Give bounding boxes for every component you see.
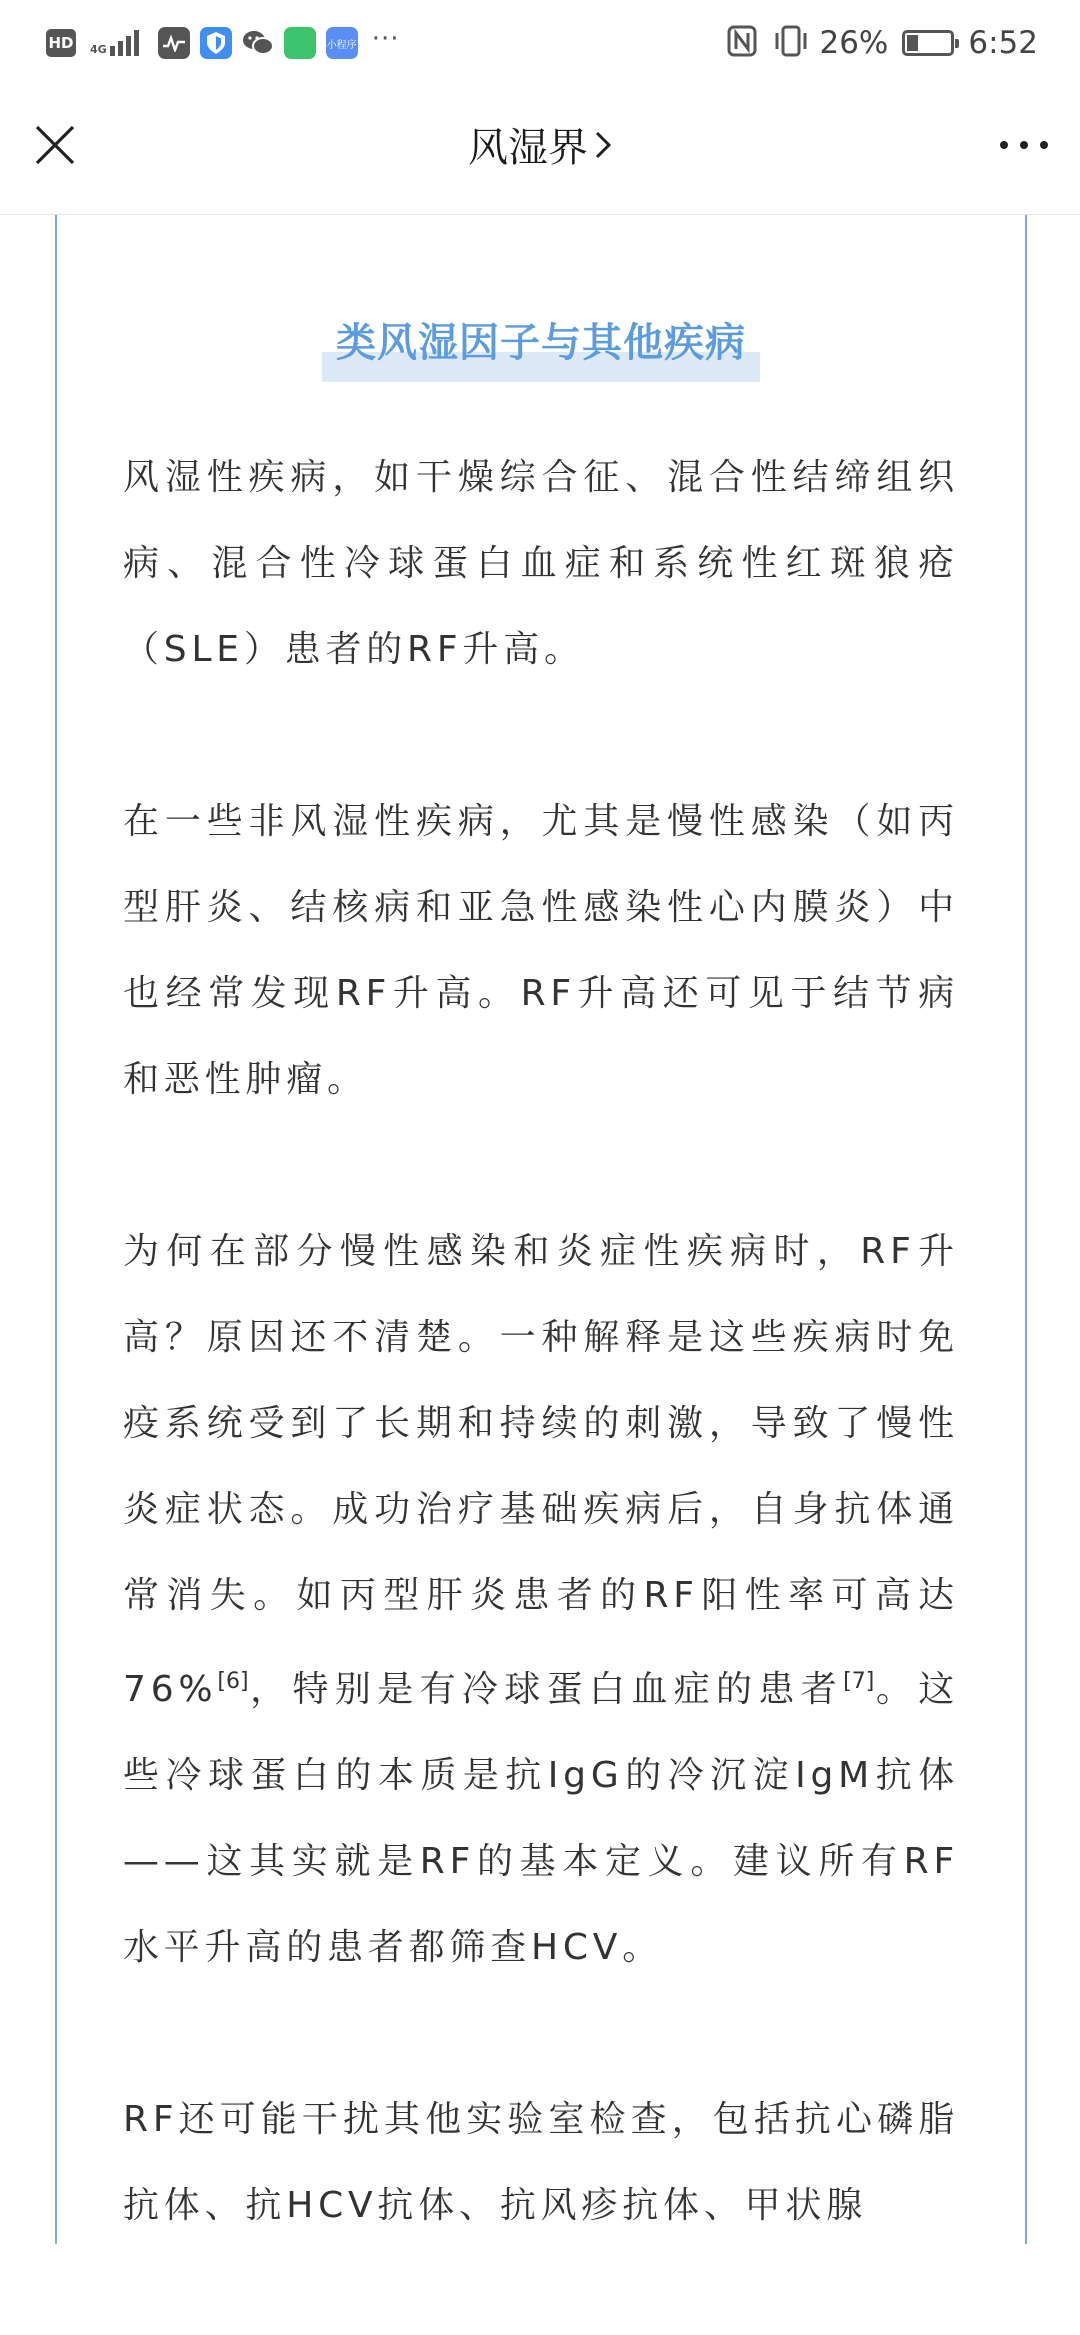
activity-app-icon xyxy=(158,27,190,59)
paragraph-3-part-a: 为何在部分慢性感染和炎症性疾病时，RF升高？原因还不清楚。一种解释是这些疾病时免疫系统受到了长期和持续的刺激，导致了慢性炎症状态。成功治疗基础疾病后，自身抗体通常消失。如丙型肝炎患者的RF阳性率可高达76% xyxy=(123,1231,959,1710)
paragraph-4: RF还可能干扰其他实验室检查，包括抗心磷脂抗体、抗HCV抗体、抗风疹抗体、甲状腺 xyxy=(123,2099,959,2226)
page-title: 风湿界 xyxy=(468,125,588,171)
hd-icon: HD xyxy=(46,29,76,57)
section-title: 类风湿因子与其他疾病 xyxy=(322,307,760,382)
navigation-bar xyxy=(0,86,1080,215)
paragraph-3-part-c: 。这些冷球蛋白的本质是抗IgG的冷沉淀IgM抗体——这其实就是RF的基本定义。建议所有RF水平升高的患者都筛查HCV。 xyxy=(123,1669,959,1968)
status-bar-left xyxy=(46,24,400,59)
section-title-wrap xyxy=(57,307,1025,382)
mini-program-app-icon: 小程序 xyxy=(326,27,358,59)
status-bar-right xyxy=(727,25,1038,61)
paragraph-2: 在一些非风湿性疾病，尤其是慢性感染（如丙型肝炎、结核病和亚急性感染性心内膜炎）中也经常发现RF升高。RF升高还可见于结节病和恶性肿瘤。 xyxy=(123,801,959,1100)
more-options-button[interactable] xyxy=(994,120,1054,170)
signal-icon xyxy=(90,30,142,56)
nfc-icon xyxy=(727,25,757,61)
signal-bar xyxy=(118,41,123,56)
account-title-link[interactable] xyxy=(0,116,1080,173)
shield-app-icon xyxy=(200,27,232,59)
citation-7[interactable]: [7] xyxy=(843,1669,875,1694)
network-type-label: 4G xyxy=(90,43,107,56)
battery-fill xyxy=(907,35,918,51)
more-horizontal-icon xyxy=(999,140,1049,150)
signal-bar xyxy=(110,46,115,56)
battery-icon xyxy=(902,30,954,56)
chevron-right-icon xyxy=(594,130,612,160)
green-app-icon xyxy=(284,27,316,59)
more-notifications-icon: ··· xyxy=(371,24,400,54)
citation-6[interactable]: [6] xyxy=(217,1669,249,1694)
signal-bar xyxy=(126,36,131,56)
article-body xyxy=(55,215,1027,2244)
signal-bar xyxy=(134,30,139,56)
wechat-app-icon xyxy=(242,27,274,59)
article-content xyxy=(123,435,959,2335)
paragraph-1: 风湿性疾病，如干燥综合征、混合性结缔组织病、混合性冷球蛋白血症和系统性红斑狼疮（SLE）患者的RF升高。 xyxy=(123,457,959,670)
paragraph-3 xyxy=(123,1209,959,1991)
clock: 6:52 xyxy=(968,25,1038,61)
paragraph-3-part-b: ，特别是有冷球蛋白血症的患者 xyxy=(248,1669,844,1710)
status-bar xyxy=(0,0,1080,86)
vibrate-icon xyxy=(771,25,811,61)
battery-percent: 26% xyxy=(819,25,889,61)
